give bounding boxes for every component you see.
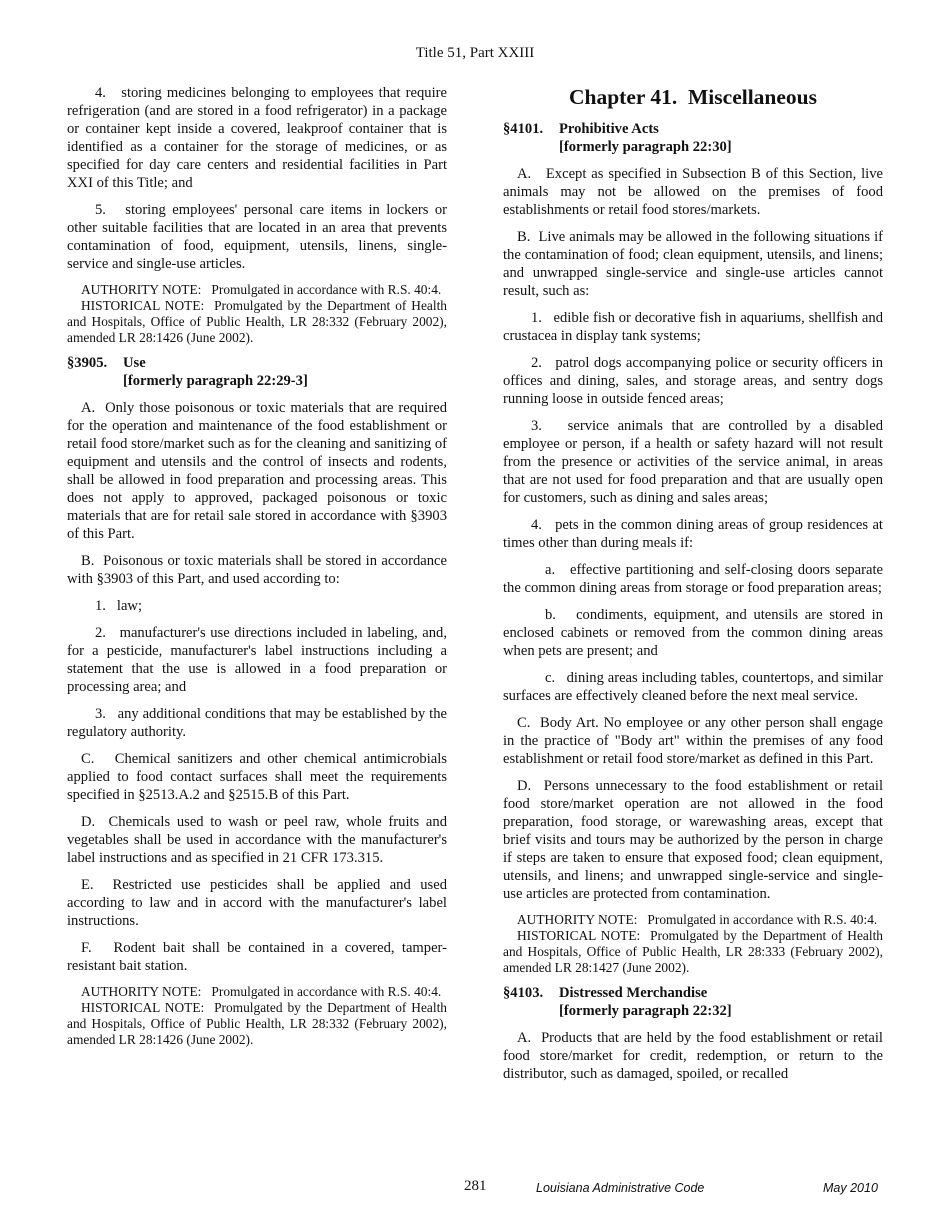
spacer [503,976,883,982]
paragraph-item-4: 4. storing medicines belonging to employees that require refrigeration (and are stored in a food refrigerator) in a package or container kept inside a covered, leakproof container that is identified as a container for the storage of medicines, or as specified for day care centers and residential facilities in Part XXI of this Title; and [67,85,447,191]
paragraph-d: D. Persons unnecessary to the food establishment or retail food store/market operation are not allowed in the food preparation, food storage, or warewashing areas, except that brief visits and tours may be authorized by the person in charge if steps are taken to ensure that exposed food; clean equipment, utensils, and linens; and unwrapped single-service and single-use articles are protected from contamination. [503,778,883,902]
paragraph-a: A. Only those poisonous or toxic materials that are required for the operation and maintenance of the food establishment or retail food store/market such as for the cleaning and sanitizing of equipment and utensils and the control of insects and rodents, shall be allowed in food preparation and processing areas. This does not apply to approved, packaged poisonous or toxic materials that are for retail sale stored in accordance with §3903 of this Part. [67,400,447,542]
historical-note: HISTORICAL NOTE: Promulgated by the Department of Health and Hospitals, Office of Public Health, LR 28:332 (February 2002), amended LR 28:1426 (June 2002). [67,298,447,345]
spacer [67,346,447,352]
paragraph-b-4-c: c. dining areas including tables, countertops, and similar surfaces are effectively cleaned before the next meal service. [503,670,883,704]
section-number: §4101. [503,121,544,137]
section-heading-3905 [67,354,447,390]
paragraph-b: B. Live animals may be allowed in the following situations if the contamination of food; clean equipment, utensils, and linens; and unwrapped single-service and single-use articles cannot result, such as: [503,229,883,299]
section-title: Use [123,355,146,371]
paragraph-a: A. Products that are held by the food establishment or retail food store/market for credit, redemption, or return to the distributor, such as damaged, spoiled, or recalled [503,1030,883,1082]
section-number: §4103. [503,985,544,1001]
historical-note: HISTORICAL NOTE: Promulgated by the Department of Health and Hospitals, Office of Public Health, LR 28:332 (February 2002), amended LR 28:1426 (June 2002). [67,1000,447,1047]
paragraph-c: C. Body Art. No employee or any other person shall engage in the practice of "Body art" within the premises of any food establishment or retail food store/market as defined in this Part. [503,715,883,767]
paragraph-b-3: 3. service animals that are controlled by a disabled employee or person, if a health or safety hazard will not result from the presence or activities of the service animal, in areas that are not used for food preparation and that are usually open for customers, such as dining and sales areas; [503,418,883,506]
paragraph-b-1: 1. edible fish or decorative fish in aquariums, shellfish and crustacea in display tank systems; [503,310,883,344]
paragraph-d: D. Chemicals used to wash or peel raw, whole fruits and vegetables shall be used in accordance with the manufacturer's label instructions and as specified in 21 CFR 173.315. [67,814,447,866]
section-title: Prohibitive Acts [559,121,659,137]
paragraph-b-4-b: b. condiments, equipment, and utensils are stored in enclosed cabinets or removed from the common dining areas when pets are present; and [503,607,883,659]
paragraph-b-1: 1. law; [95,598,143,614]
section-number: §3905. [67,355,108,371]
page-number: 281 [464,1178,487,1194]
paragraph-b-4: 4. pets in the common dining areas of group residences at times other than during meals if: [503,517,883,551]
chapter-title: Chapter 41. Miscellaneous [568,85,818,109]
section-title: Distressed Merchandise [559,985,708,1001]
authority-note: AUTHORITY NOTE: Promulgated in accordance with R.S. 40:4. [517,912,878,927]
section-subtitle: [formerly paragraph 22:29-3] [123,373,308,389]
page-footer [0,1178,950,1198]
right-column [503,84,883,1092]
paragraph-item-5: 5. storing employees' personal care items in lockers or other suitable facilities that are located in an area that prevents contamination of food, equipment, utensils, linens, single-service and single-use articles. [67,202,447,272]
paragraph-c: C. Chemical sanitizers and other chemical antimicrobials applied to food contact surfaces shall meet the requirements specified in §2513.A.2 and §2515.B of this Part. [67,751,447,803]
historical-note: HISTORICAL NOTE: Promulgated by the Department of Health and Hospitals, Office of Public Health, LR 28:333 (February 2002), amended LR 28:1427 (June 2002). [503,928,883,975]
paragraph-a: A. Except as specified in Subsection B of this Section, live animals may not be allowed on the premises of food establishments or retail food stores/markets. [503,166,883,218]
left-column [67,84,447,1048]
page-header: Title 51, Part XXIII [415,45,535,61]
section-heading-4101 [503,120,883,156]
paragraph-b-2: 2. patrol dogs accompanying police or security officers in offices and dining, sales, and storage areas, and sentry dogs running loose in outside fenced areas; [503,355,883,407]
authority-note: AUTHORITY NOTE: Promulgated in accordance with R.S. 40:4. [81,282,442,297]
paragraph-b-2: 2. manufacturer's use directions included in labeling, and, for a pesticide, manufacturer's label instructions including a statement that the use is allowed in a food preparation or processing area; and [67,625,447,695]
authority-note: AUTHORITY NOTE: Promulgated in accordance with R.S. 40:4. [81,984,442,999]
paragraph-b: B. Poisonous or toxic materials shall be stored in accordance with §3903 of this Part, and used according to: [67,553,447,587]
paragraph-e: E. Restricted use pesticides shall be applied and used according to law and in accord with the manufacturer's label instructions. [67,877,447,929]
paragraph-b-3: 3. any additional conditions that may be established by the regulatory authority. [67,706,447,740]
publication-name: Louisiana Administrative Code [536,1181,705,1195]
publication-date: May 2010 [823,1181,878,1195]
section-subtitle: [formerly paragraph 22:32] [559,1003,732,1019]
paragraph-f: F. Rodent bait shall be contained in a covered, tamper-resistant bait station. [67,940,447,974]
section-heading-4103 [503,984,883,1020]
paragraph-b-4-a: a. effective partitioning and self-closing doors separate the common dining areas from storage or food preparation areas; [503,562,883,596]
section-subtitle: [formerly paragraph 22:30] [559,139,732,155]
